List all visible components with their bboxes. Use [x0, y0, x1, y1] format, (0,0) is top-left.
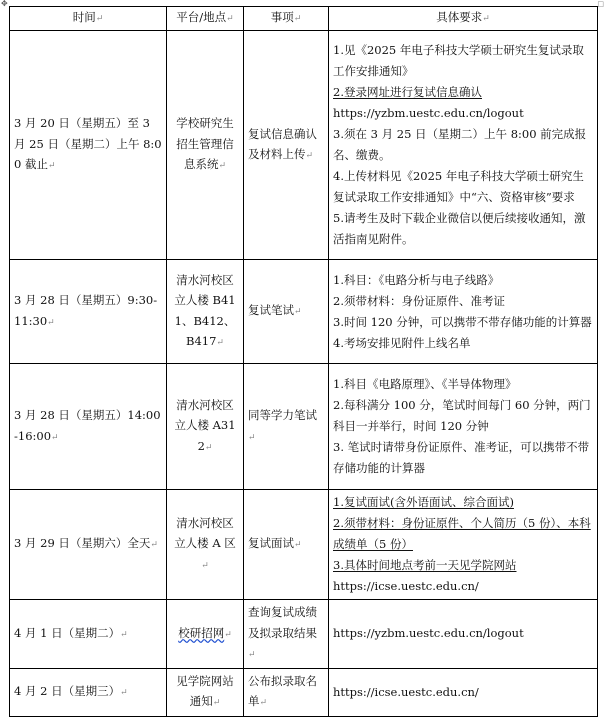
- table-row: [10, 260, 598, 364]
- item-cell: 查询复试成绩及拟录取结果↵: [244, 600, 329, 669]
- time-cell: 4 月 2 日（星期三）↵: [10, 668, 167, 716]
- table-row: [10, 490, 598, 600]
- place-cell: 清水河校区立人楼 A312↵: [167, 364, 244, 490]
- end-mark-icon: □: [597, 0, 604, 8]
- time-cell: 3 月 28 日（星期五）14:00-16:00↵: [10, 364, 167, 490]
- requirement-line: 2.须带材料：身份证原件、个人简历（5 份）、本科成绩单（5 份）: [333, 516, 591, 551]
- table-row: [10, 668, 598, 716]
- requirements-cell: [329, 668, 598, 716]
- item-cell: 复试信息确认及材料上传↵: [244, 31, 329, 260]
- requirement-line: 1.复试面试(含外语面试、综合面试): [333, 495, 514, 509]
- requirement-link[interactable]: https://yzbm.uestc.edu.cn/logout: [333, 106, 524, 120]
- schedule-table: [9, 6, 598, 717]
- requirement-line: 3.时间 120 分钟，可以携带不带存储功能的计算器: [333, 314, 592, 329]
- time-cell: 3 月 28 日（星期五）9:30-11:30↵: [10, 260, 167, 364]
- time-cell: 3 月 20 日（星期五）至 3 月 25 日（星期二）上午 8:00 截止↵: [10, 31, 167, 260]
- requirement-line: 4.上传材料见《2025 年电子科技大学硕士研究生复试录取工作安排通知》中“六、资格审核”要求: [333, 169, 584, 204]
- requirement-line: 3.须在 3 月 25 日（星期二）上午 8:00 前完成报名、缴费。: [333, 127, 587, 162]
- time-cell: 3 月 29 日（星期六）全天↵: [10, 490, 167, 600]
- requirements-cell: [329, 600, 598, 669]
- header-item: 事项↵: [244, 7, 329, 31]
- item-cell: 复试面试↵: [244, 490, 329, 600]
- requirement-line: 1.见《2025 年电子科技大学硕士研究生复试录取工作安排通知》: [333, 43, 584, 78]
- requirement-line: 5.请考生及时下载企业微信以便后续接收通知，激活指南见附件。: [333, 211, 586, 246]
- requirement-line: 4.考场安排见附件上线名单: [333, 335, 471, 350]
- item-cell: 复试笔试↵: [244, 260, 329, 364]
- requirement-line: 2.每科满分 100 分，笔试时间每门 60 分钟，两门科目一并举行，时间 120 分钟: [333, 398, 591, 433]
- anchor-icon: ✥: [1, 0, 8, 8]
- table-row: [10, 600, 598, 669]
- header-place: 平台/地点↵: [167, 7, 244, 31]
- item-cell: 同等学力笔试↵: [244, 364, 329, 490]
- requirement-link[interactable]: https://yzbm.uestc.edu.cn/logout: [333, 626, 524, 641]
- time-cell: 4 月 1 日（星期二）↵: [10, 600, 167, 669]
- requirement-link[interactable]: https://icse.uestc.edu.cn/: [333, 579, 479, 593]
- requirement-line: 3. 笔试时请带身份证原件、准考证，可以携带不带存储功能的计算器: [333, 440, 590, 475]
- place-cell: 清水河校区立人楼 A 区↵: [167, 490, 244, 600]
- place-cell: 清水河校区立人楼 B411、B412、B417↵: [167, 260, 244, 364]
- place-cell: 校研招网↵: [167, 600, 244, 669]
- requirement-line: 1.科目：《电路分析与电子线路》: [333, 272, 500, 287]
- requirement-line: 1.科目《电路原理》、《半导体物理》: [333, 377, 517, 391]
- header-row: [10, 7, 598, 31]
- requirement-line: 2.登录网址进行复试信息确认: [333, 85, 482, 99]
- requirements-cell: [329, 260, 598, 364]
- requirement-line: 2.须带材料：身份证原件、准考证: [333, 293, 505, 308]
- requirement-link[interactable]: https://icse.uestc.edu.cn/: [333, 684, 479, 699]
- requirements-cell: [329, 364, 598, 490]
- requirement-line: 3.具体时间地点考前一天见学院网站: [333, 558, 517, 572]
- table-row: [10, 31, 598, 260]
- place-cell: 见学院网站通知↵: [167, 668, 244, 716]
- header-requirements: 具体要求↵: [329, 7, 598, 31]
- table-row: [10, 364, 598, 490]
- requirements-cell: [329, 490, 598, 600]
- place-cell: 学校研究生招生管理信息系统↵: [167, 31, 244, 260]
- header-time: 时间↵: [10, 7, 167, 31]
- item-cell: 公布拟录取名单↵: [244, 668, 329, 716]
- requirements-cell: [329, 31, 598, 260]
